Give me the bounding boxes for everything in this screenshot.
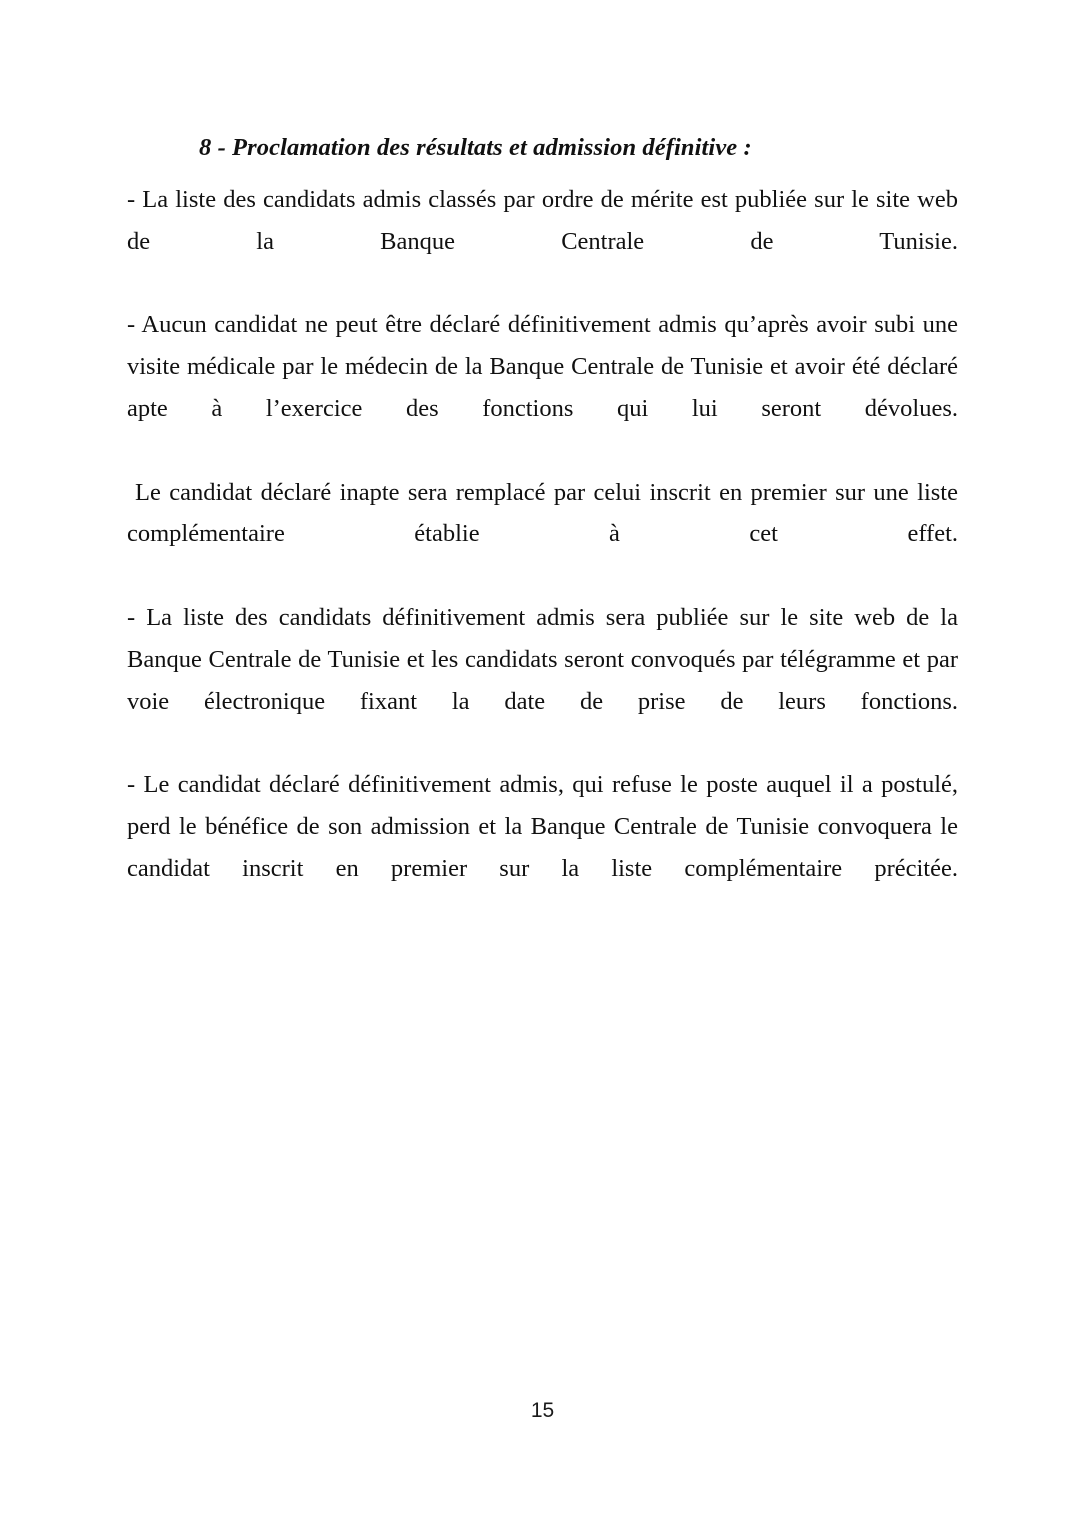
document-body (127, 131, 958, 931)
paragraph-liste-admis: - La liste des candidats admis classés par ordre de mérite est publiée sur le site web de la Banque Centrale de Tunisie. (127, 186, 958, 255)
paragraph-candidat-inapte: Le candidat déclaré inapte sera remplacé par celui inscrit en premier sur une liste complémentaire établie à cet effet. (127, 478, 958, 548)
section-heading: 8 - Proclamation des résultats et admission définitive : (199, 134, 752, 161)
paragraph-visite-medicale: - Aucun candidat ne peut être déclaré définitivement admis qu’après avoir subi une visite médicale par le médecin de la Banque Centrale de Tunisie et avoir été déclaré apte à l’exercice des fonctions qui lui seront dévolues. (127, 311, 958, 422)
paragraph-refus-poste: - Le candidat déclaré définitivement admis, qui refuse le poste auquel il a postulé, perd le bénéfice de son admission et la Banque Centrale de Tunisie convoquera le candidat inscrit en premier sur la liste complémentaire précitée. (127, 771, 958, 882)
paragraph-liste-definitive: - La liste des candidats définitivement admis sera publiée sur le site web de la Banque Centrale de Tunisie et les candidats seront convoqués par télégramme et par voie électronique fixant la date de prise de leurs fonctions. (127, 603, 958, 715)
page-number: 15 (530, 1399, 555, 1422)
